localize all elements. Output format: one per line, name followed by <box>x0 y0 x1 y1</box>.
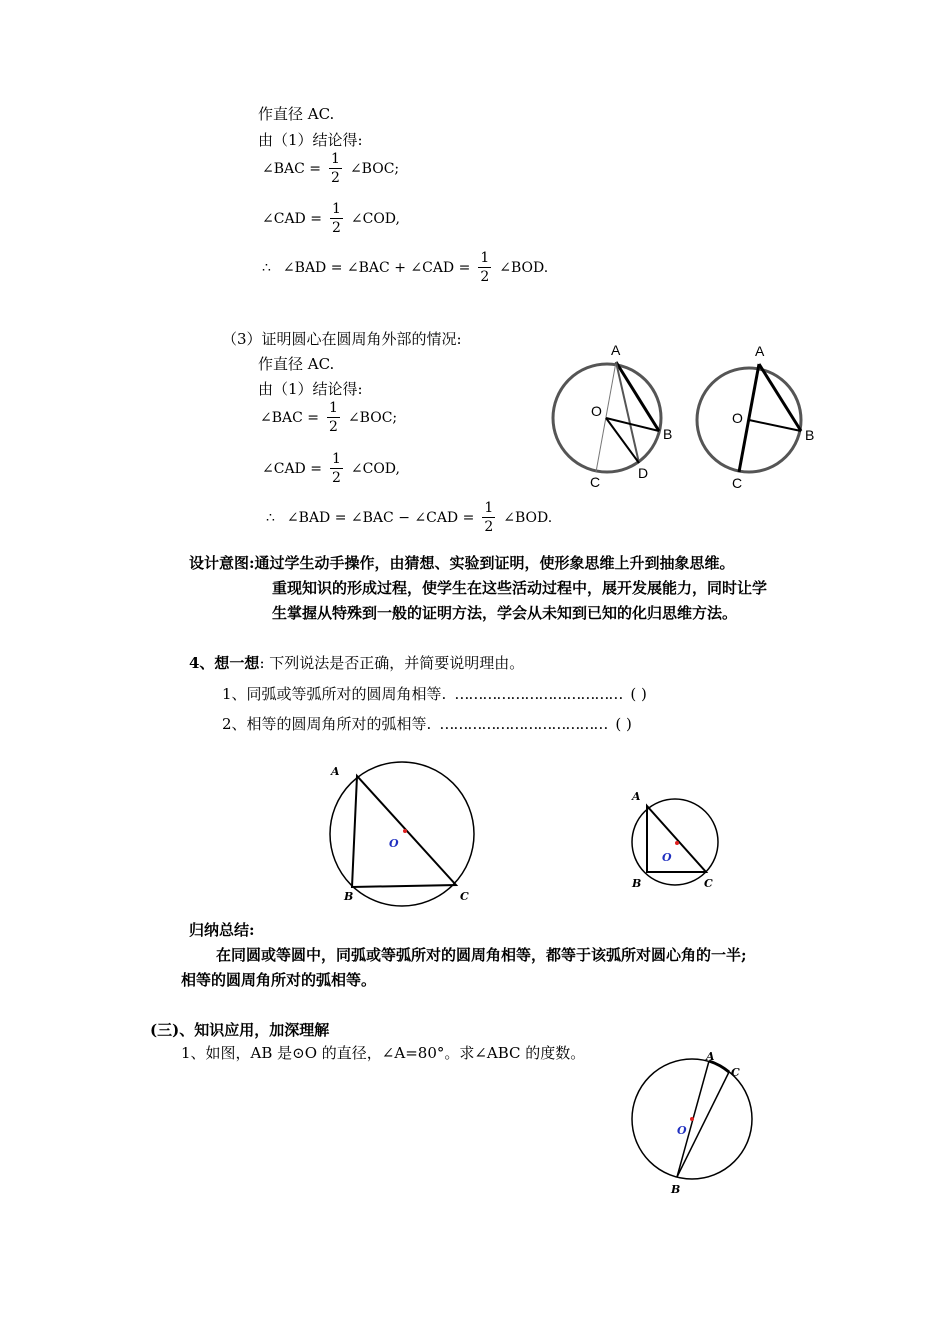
therefore-symbol: ∴ <box>262 259 271 276</box>
label-o: O <box>591 403 602 419</box>
answer-paren: ( ) <box>630 685 647 703</box>
think-item-2 <box>222 713 632 734</box>
triangle-abc <box>647 806 706 872</box>
label-a: A <box>632 790 641 803</box>
think-text: : 下列说法是否正确，并简要说明理由。 <box>259 654 525 672</box>
label-o: O <box>662 851 672 864</box>
fraction-half: $\frac{1}{2}$ <box>329 400 338 435</box>
summary-line1: 在同圆或等圆中，同弧或等弧所对的圆周角相等，都等于该弧所对圆心角的一半; <box>216 946 747 964</box>
part3-equation-2 <box>262 452 404 485</box>
label-b: B <box>805 427 815 443</box>
eq-rhs: ∠BOD. <box>499 259 549 276</box>
part2-line2: 由（1）结论得: <box>258 131 363 149</box>
dot-leader: ……………………………… <box>454 685 623 703</box>
eq-rhs: ∠COD, <box>350 460 400 477</box>
part3-line1: 作直径 AC. <box>258 355 335 373</box>
label-a: A <box>755 343 765 359</box>
label-c: C <box>590 474 601 490</box>
part2-equation-1 <box>262 152 403 185</box>
eq-rhs: ∠BOC; <box>349 160 400 177</box>
fraction-half: $\frac{1}{2}$ <box>331 201 341 236</box>
fraction-half: $\frac{1}{2}$ <box>484 500 494 535</box>
center-point <box>690 1117 694 1121</box>
think-heading <box>189 652 524 673</box>
think-label: 4、想一想 <box>189 654 260 672</box>
eq-lhs: ∠CAD = <box>262 460 322 477</box>
design-intent-line3: 生掌握从特殊到一般的证明方法，学会从未知到已知的化归思维方法。 <box>272 604 738 622</box>
circle-figure-outside-case-2 <box>690 338 820 493</box>
eq-rhs: ∠BOD. <box>503 509 553 526</box>
part2-line1: 作直径 AC. <box>258 105 335 123</box>
problem-circle-figure <box>625 1050 760 1200</box>
part2-equation-2 <box>262 202 404 235</box>
inscribed-right-triangle-small <box>625 788 725 893</box>
part2-equation-3 <box>262 251 552 284</box>
eq-lhs: ∠BAD = ∠BAC + ∠CAD = <box>282 259 471 276</box>
think-item-1 <box>222 683 647 704</box>
label-c: C <box>732 475 743 491</box>
eq-rhs: ∠COD, <box>350 210 400 227</box>
summary-label: 归纳总结: <box>189 921 255 939</box>
think-item-1-text: 1、同弧或等弧所对的圆周角相等. <box>222 685 447 703</box>
label-c: C <box>731 1066 740 1079</box>
design-intent-label: 设计意图: <box>189 554 255 572</box>
label-a: A <box>706 1050 715 1063</box>
center-point <box>675 841 679 845</box>
label-b: B <box>344 890 354 903</box>
circle-figure-outside-case-1 <box>545 338 675 493</box>
eq-lhs: ∠BAD = ∠BAC − ∠CAD = <box>286 509 475 526</box>
label-b: B <box>671 1183 681 1196</box>
design-intent-text: 通过学生动手操作，由猜想、实验到证明，使形象思维上升到抽象思维。 <box>254 554 735 572</box>
section3-heading: (三)、知识应用，加深理解 <box>150 1021 330 1039</box>
eq-rhs: ∠BOC; <box>347 409 398 426</box>
label-a: A <box>611 342 621 358</box>
part3-line2: 由（1）结论得: <box>258 380 363 398</box>
radius-ob <box>749 420 801 431</box>
section3-problem-1: 1、如图，AB 是⊙O 的直径，∠A=80°。求∠ABC 的度数。 <box>181 1044 586 1062</box>
label-o: O <box>677 1124 687 1137</box>
design-intent-line2: 重现知识的形成过程，使学生在这些活动过程中，展开发展能力，同时让学 <box>272 579 768 597</box>
therefore-symbol: ∴ <box>266 509 275 526</box>
part3-heading: （3）证明圆心在圆周角外部的情况: <box>222 330 462 348</box>
eq-lhs: ∠BAC = <box>260 409 320 426</box>
inscribed-right-triangle-large <box>320 760 485 910</box>
part3-equation-3 <box>266 501 556 534</box>
design-intent-line1 <box>189 552 735 573</box>
eq-lhs: ∠CAD = <box>262 210 322 227</box>
label-o: O <box>732 410 743 426</box>
label-c: C <box>460 890 469 903</box>
eq-lhs: ∠BAC = <box>262 160 322 177</box>
label-b: B <box>632 877 642 890</box>
fraction-half: $\frac{1}{2}$ <box>331 151 340 186</box>
fraction-half: $\frac{1}{2}$ <box>480 250 490 285</box>
think-item-2-text: 2、相等的圆周角所对的弧相等. <box>222 715 432 733</box>
center-point <box>403 829 407 833</box>
label-d: D <box>638 465 649 481</box>
answer-paren: ( ) <box>615 715 632 733</box>
label-c: C <box>704 877 713 890</box>
label-a: A <box>331 765 340 778</box>
label-b: B <box>663 426 673 442</box>
label-o: O <box>389 837 399 850</box>
fraction-half: $\frac{1}{2}$ <box>331 451 341 486</box>
part3-equation-1 <box>260 401 401 434</box>
summary-line2: 相等的圆周角所对的弧相等。 <box>181 971 377 989</box>
dot-leader: ……………………………… <box>439 715 608 733</box>
